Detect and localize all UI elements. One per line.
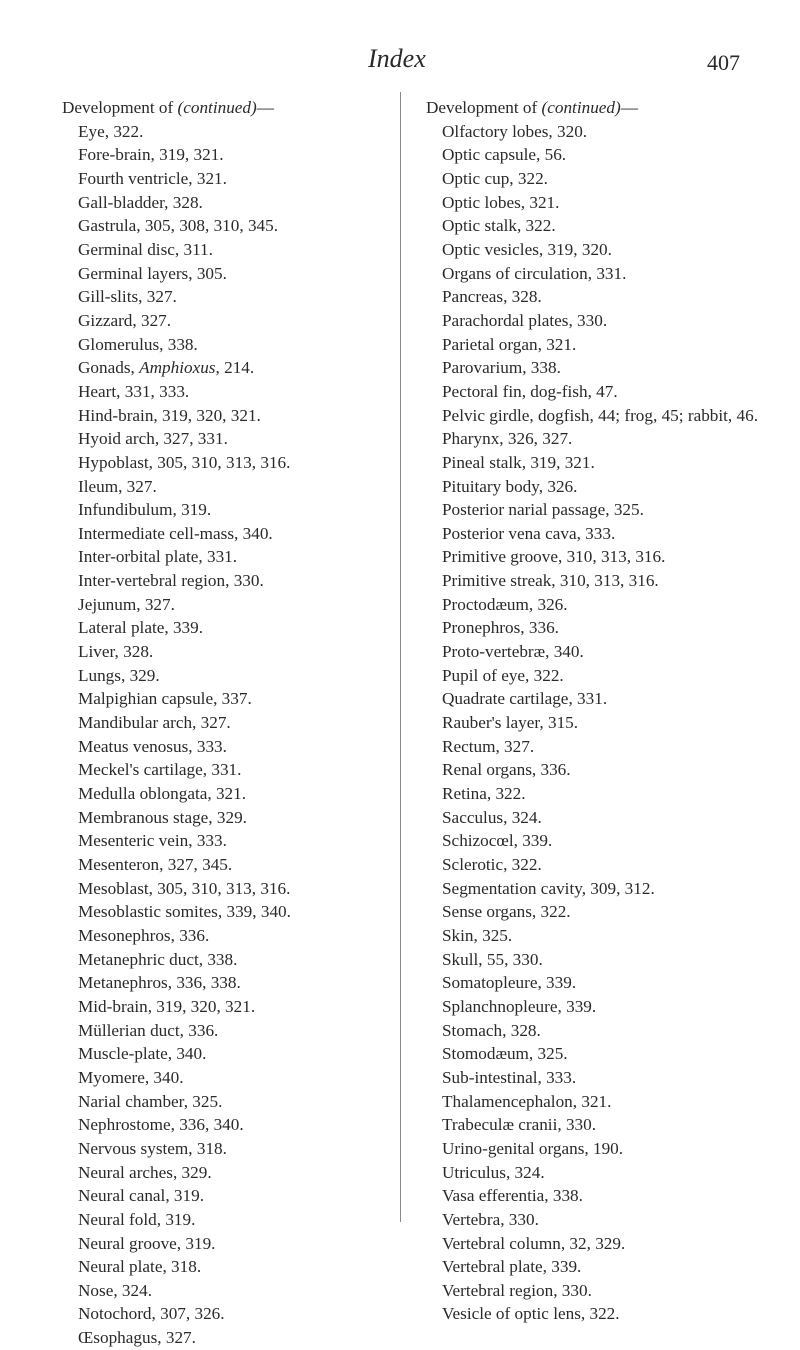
index-entry: Optic capsule, 56. [442,145,567,165]
index-entry: Hyoid arch, 327, 331. [78,429,228,449]
index-entry: Optic cup, 322. [442,168,548,188]
index-entry: Organs of circulation, 331. [442,263,627,283]
index-entry: Sense organs, 322. [442,902,571,922]
index-entry: Membranous stage, 329. [78,807,247,827]
index-entry: Optic lobes, 321. [442,192,560,212]
index-entry: Germinal layers, 305. [78,263,227,283]
index-entry: Proto-vertebræ, 340. [442,642,584,662]
index-entry: Thalamencephalon, 321. [442,1091,612,1111]
index-entry: Stomach, 328. [442,1020,541,1040]
index-entry: Metanephric duct, 338. [78,949,238,969]
index-entry: Sclerotic, 322. [442,855,542,874]
index-entry: Optic stalk, 322. [442,216,556,236]
page-title: Index [368,44,426,73]
index-entry: Gastrula, 305, 308, 310, 345. [78,216,279,236]
index-entry: Somatopleure, 339. [442,973,577,993]
index-entry: Vertebral column, 32, 329. [442,1233,626,1253]
index-entry: Pronephros, 336. [442,618,559,638]
index-entry: Gizzard, 327. [78,310,172,330]
index-heading [62,96,382,120]
heading-suffix: — [620,98,638,117]
index-entry: Neural plate, 318. [78,1257,202,1277]
index-entry: Malpighian capsule, 337. [78,689,252,709]
index-entry: Posterior vena cava, 333. [442,523,616,543]
index-entry: Stomodæum, 325. [442,1044,568,1064]
index-entry: Pituitary body, 326. [442,476,578,496]
index-entry: Skin, 325. [442,925,513,945]
index-entry: Jejunum, 327. [78,594,175,614]
heading-suffix: — [256,98,274,117]
index-entry: Mesoblast, 305, 310, 313, 316. [78,878,291,898]
index-entry: Sub-intestinal, 333. [442,1067,577,1087]
index-entry: Notochord, 307, 326. [78,1304,225,1324]
index-entry: Medulla oblongata, 321. [78,784,247,804]
index-entry: Rauber's layer, 315. [442,713,579,733]
index-entry: Pancreas, 328. [442,287,542,307]
index-entry: Primitive groove, 310, 313, 316. [442,547,666,567]
index-entry: Nose, 324. [78,1280,152,1300]
index-entry: Vertebral region, 330. [442,1280,592,1300]
index-entry: Liver, 328. [78,642,154,662]
index-entry: Nephrostome, 336, 340. [78,1115,244,1135]
index-entry: Narial chamber, 325. [78,1091,223,1111]
index-entry: Parovarium, 338. [442,358,561,378]
index-entry: Mesoblastic somites, 339, 340. [78,902,291,922]
index-entry: Infundibulum, 319. [78,500,212,520]
index-entry: Meckel's cartilage, 331. [78,760,242,780]
index-entry: Ileum, 327. [78,476,157,496]
index-column-right [426,96,774,1326]
index-entry: Inter-vertebral region, 330. [78,571,264,591]
index-entry: Neural arches, 329. [78,1162,212,1182]
index-entry: Pelvic girdle, dogfish, 44; frog, 45; rabbit, 46. [442,405,759,425]
index-entry: Mesenteric vein, 333. [78,831,227,851]
index-entry: Pupil of eye, 322. [442,665,564,685]
index-entry: Gill-slits, 327. [78,287,177,307]
index-entry: Renal organs, 336. [442,760,571,780]
index-entry: Gall-bladder, 328. [78,192,203,212]
index-entry: Mesenteron, 327, 345. [78,855,233,874]
index-entry: Hind-brain, 319, 320, 321. [78,405,261,425]
index-entry-list [62,120,382,1350]
page-number: 407 [707,50,740,75]
heading-continued: (continued) [541,98,621,117]
index-entry: Pineal stalk, 319, 321. [442,452,595,472]
index-entry: Neural groove, 319. [78,1233,216,1253]
page-header [0,40,800,80]
index-entry: Vertebra, 330. [442,1209,539,1229]
index-entry: Nervous system, 318. [78,1138,227,1158]
index-entry: Metanephros, 336, 338. [78,973,241,993]
index-entry: Hypoblast, 305, 310, 313, 316. [78,452,291,472]
column-divider [400,92,401,1222]
index-entry: Meatus venosus, 333. [78,736,227,756]
index-entry: Quadrate cartilage, 331. [442,689,608,709]
index-entry: Intermediate cell-mass, 340. [78,523,273,543]
index-entry-list [426,120,774,1326]
index-entry: Müllerian duct, 336. [78,1020,219,1040]
index-heading [426,96,774,120]
index-entry: Schizocœl, 339. [442,831,553,851]
index-entry: Pectoral fin, dog-fish, 47. [442,381,618,401]
index-entry: Germinal disc, 311. [78,239,213,259]
index-entry: Sacculus, 324. [442,807,542,827]
index-entry: Utriculus, 324. [442,1162,545,1182]
index-entry: Urino-genital organs, 190. [442,1138,624,1158]
index-entry: Optic vesicles, 319, 320. [442,239,612,259]
index-entry: Inter-orbital plate, 331. [78,547,238,567]
index-entry: Mesonephros, 336. [78,925,210,945]
index-entry: Posterior narial passage, 325. [442,500,644,520]
index-entry: Primitive streak, 310, 313, 316. [442,571,659,591]
index-entry: Retina, 322. [442,784,526,804]
index-entry: Parietal organ, 321. [442,334,577,354]
index-entry: Lungs, 329. [78,665,160,685]
index-entry: Œsophagus, 327. [78,1328,196,1348]
index-entry: Rectum, 327. [442,736,535,756]
heading-continued: (continued) [177,98,257,117]
index-column-left [62,96,382,1350]
index-entry: Mandibular arch, 327. [78,713,231,733]
index-entry: Vertebral plate, 339. [442,1257,582,1277]
index-entry: Fourth ventricle, 321. [78,168,227,188]
index-entry: Glomerulus, 338. [78,334,198,354]
index-entry: Olfactory lobes, 320. [442,121,588,141]
index-entry: Segmentation cavity, 309, 312. [442,878,655,898]
index-entry: Skull, 55, 330. [442,949,543,969]
heading-prefix: Development of [62,98,178,117]
index-entry: Eye, 322. [78,121,144,141]
index-entry: Muscle-plate, 340. [78,1044,207,1064]
index-entry: Splanchnopleure, 339. [442,996,597,1016]
heading-prefix: Development of [426,98,542,117]
index-entry: Myomere, 340. [78,1067,184,1087]
index-entry: Pharynx, 326, 327. [442,429,573,449]
index-entry: Vasa efferentia, 338. [442,1186,583,1206]
index-entry: Mid-brain, 319, 320, 321. [78,996,256,1016]
index-entry: Heart, 331, 333. [78,381,190,401]
index-entry: Vesicle of optic lens, 322. [442,1304,620,1324]
index-entry: Lateral plate, 339. [78,618,204,638]
index-entry: Neural canal, 319. [78,1186,204,1206]
index-entry: Gonads, Amphioxus, 214. [78,358,255,378]
index-entry: Proctodæum, 326. [442,594,568,614]
index-entry: Parachordal plates, 330. [442,310,608,330]
index-entry: Neural fold, 319. [78,1209,196,1229]
index-entry: Trabeculæ cranii, 330. [442,1115,597,1135]
index-entry: Fore-brain, 319, 321. [78,145,224,165]
